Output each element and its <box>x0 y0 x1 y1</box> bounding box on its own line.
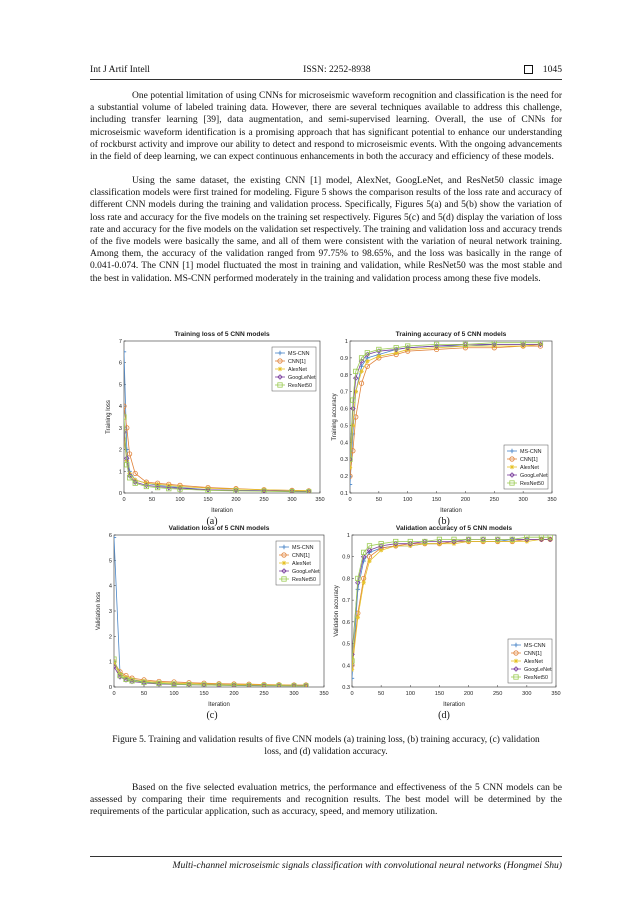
y-tick-label: 0 <box>118 491 122 497</box>
y-axis-label: Training accuracy <box>332 393 338 441</box>
header-rule <box>90 79 562 80</box>
x-tick-label: 0 <box>122 497 126 503</box>
y-tick-label: 0.8 <box>342 576 350 583</box>
y-tick-label: 0.6 <box>340 406 348 413</box>
data-point <box>379 548 383 552</box>
legend-marker <box>278 367 282 371</box>
checkbox-square-icon <box>524 65 533 74</box>
y-tick-label: 0.9 <box>340 355 348 362</box>
y-axis-label: Validation accuracy <box>334 585 340 637</box>
x-tick-label: 350 <box>551 691 561 697</box>
y-tick-label: 0.7 <box>340 389 348 396</box>
data-point <box>367 559 371 563</box>
data-point <box>356 615 360 619</box>
y-tick-label: 0.4 <box>342 663 350 670</box>
y-tick-label: 0 <box>108 685 112 691</box>
legend-label: GoogLeNet <box>292 569 320 575</box>
figure-panel-d <box>332 521 562 711</box>
x-tick-label: 350 <box>315 497 325 503</box>
chart-title: Training loss of 5 CNN models <box>174 331 270 338</box>
y-tick-label: 0.8 <box>340 372 348 379</box>
x-tick-label: 100 <box>405 691 415 697</box>
legend-label: CNN[1] <box>292 553 310 559</box>
x-tick-label: 300 <box>522 691 532 697</box>
y-tick-label: 5 <box>108 558 112 565</box>
legend-marker <box>282 561 286 565</box>
panel-label-b: (b) <box>438 516 450 527</box>
x-tick-label: 300 <box>287 497 297 503</box>
x-tick-label: 300 <box>289 691 299 697</box>
legend-label: MS-CNN <box>288 351 310 357</box>
chart-training-loss <box>104 327 326 517</box>
x-tick-label: 250 <box>259 691 269 697</box>
figure-panel-a <box>104 327 326 517</box>
x-tick-label: 150 <box>434 691 445 697</box>
x-tick-label: 0 <box>112 691 116 697</box>
legend-label: ResNet50 <box>288 383 312 389</box>
legend-label: GoogLeNet <box>520 473 548 479</box>
panel-label-a: (a) <box>206 516 218 527</box>
legend-label: AlexNet <box>292 561 311 567</box>
legend-marker <box>514 659 518 663</box>
figure-caption: Figure 5. Training and validation results of five CNN models (a) training loss, (b) training accuracy, (c) validation loss, and (d) validation accuracy. <box>112 735 540 757</box>
x-tick-label: 250 <box>493 691 503 697</box>
y-tick-label: 0.5 <box>340 423 348 430</box>
x-tick-label: 50 <box>148 497 156 503</box>
legend-label: MS-CNN <box>524 643 546 649</box>
header-right <box>524 64 562 75</box>
paragraph-2: Using the same dataset, the existing CNN [1] model, AlexNet, GoogLeNet, and ResNet50 classic image classification models were first trained for modeling. Figure 5 shows the comparison results of the loss rate and accuracy of different CNN models during the training and validation process. Specifically, Figures 5(a) and 5(b) show the variation of loss rate and accuracy for the five models on the training set respectively. Figures 5(c) and 5(d) display the variation of loss rate and accuracy for the five models on the validation set respectively. The training and validation loss and accuracy trends of the five models were basically the same, and all of them were consistent with the variation of neural network training. Among them, the accuracy of the validation ranged from 97.75% to 98.65%, and the loss was basically in the range of 0.041-0.074. The CNN [1] model fluctuated the most in training and validation, while ResNet50 was the most stable and the best in validation. MS-CNN performed moderately in the training and validation process among these five models. <box>90 176 562 284</box>
legend-label: ResNet50 <box>292 577 316 583</box>
x-tick-label: 200 <box>229 691 239 697</box>
data-point <box>361 581 365 585</box>
x-tick-label: 250 <box>489 497 499 503</box>
y-tick-label: 0.2 <box>340 474 348 481</box>
y-tick-label: 7 <box>118 339 122 345</box>
y-tick-label: 0.3 <box>340 457 348 464</box>
legend-label: ResNet50 <box>524 675 548 681</box>
y-tick-label: 0.7 <box>342 598 350 605</box>
y-tick-label: 2 <box>108 634 112 641</box>
x-tick-label: 150 <box>199 691 209 697</box>
footer-rule <box>90 856 562 857</box>
x-tick-label: 200 <box>460 497 471 503</box>
y-tick-label: 3 <box>108 609 112 615</box>
legend-label: CNN[1] <box>520 457 538 463</box>
x-tick-label: 200 <box>463 691 474 697</box>
legend-label: GoogLeNet <box>288 375 316 381</box>
x-axis-label: Iteration <box>443 702 465 708</box>
y-tick-label: 3 <box>118 425 122 432</box>
legend-label: MS-CNN <box>520 449 542 455</box>
x-axis-label: Iteration <box>211 508 233 514</box>
data-point <box>348 465 352 469</box>
data-point <box>350 667 354 671</box>
chart-training-accuracy <box>330 327 558 517</box>
y-tick-label: 0.9 <box>342 554 350 561</box>
x-tick-label: 150 <box>203 497 213 503</box>
y-tick-label: 4 <box>118 404 122 411</box>
x-tick-label: 100 <box>175 497 185 503</box>
legend-label: ResNet50 <box>520 481 544 487</box>
y-tick-label: 0.4 <box>340 440 348 447</box>
y-tick-label: 1 <box>108 659 112 666</box>
legend-label: CNN[1] <box>288 359 306 365</box>
y-tick-label: 1 <box>118 469 122 476</box>
x-tick-label: 100 <box>403 497 413 503</box>
x-tick-label: 0 <box>348 497 352 503</box>
data-point <box>359 369 363 373</box>
chart-validation-accuracy <box>332 521 562 711</box>
y-tick-label: 0.1 <box>340 491 348 497</box>
y-tick-label: 0.3 <box>342 685 350 691</box>
y-tick-label: 5 <box>118 382 122 389</box>
y-axis-label: Validation loss <box>96 591 102 631</box>
legend-label: CNN[1] <box>524 651 542 657</box>
data-point <box>365 359 369 363</box>
legend-marker <box>510 465 514 469</box>
chart-title: Training accuracy of 5 CNN models <box>395 331 507 338</box>
x-tick-label: 350 <box>547 497 557 503</box>
page-header <box>90 61 562 77</box>
y-tick-label: 1 <box>344 339 348 345</box>
x-tick-label: 50 <box>375 497 382 503</box>
x-axis-label: Iteration <box>208 702 230 708</box>
data-point <box>377 354 381 358</box>
figure-panel-b <box>330 327 558 517</box>
page-footer <box>90 860 562 871</box>
legend-label: AlexNet <box>524 659 543 665</box>
legend-label: AlexNet <box>520 465 539 471</box>
panel-label-c: (c) <box>206 710 218 721</box>
x-tick-label: 0 <box>350 691 354 697</box>
journal-name: Int J Artif Intell <box>90 63 150 75</box>
figure-panel-c <box>94 521 330 711</box>
paragraph-3: Based on the five selected evaluation metrics, the performance and effectiveness of the 5 CNN models can be assessed by comparing their time requirements and recognition results. The best model will be determined by the requirements of the particular application, such as accuracy, speed, and memory utilization. <box>90 783 562 818</box>
page-number: 1045 <box>542 63 562 75</box>
paragraph-1: One potential limitation of using CNNs for microseismic waveform recognition and classification is the need for a substantial volume of labeled training data. However, there are several techniques available to address this challenge, including transfer learning [39], data augmentation, and semi-supervised learning. Overall, the use of CNNs for microseismic waveform identification is a promising approach that has significant potential to enhance our understanding of rockburst activity and improve our ability to detect and respond to microseismic events. With the ongoing advancements in the field of deep learning, we can expect continuous enhancements in both the accuracy and efficiency of these models. <box>90 91 562 163</box>
legend-label: GoogLeNet <box>524 667 552 673</box>
x-tick-label: 50 <box>140 691 148 697</box>
y-tick-label: 0.5 <box>342 641 350 648</box>
legend-label: AlexNet <box>288 367 307 373</box>
x-tick-label: 100 <box>169 691 179 697</box>
y-tick-label: 6 <box>108 533 112 539</box>
y-tick-label: 4 <box>108 583 112 590</box>
y-tick-label: 2 <box>118 447 122 454</box>
x-tick-label: 350 <box>319 691 329 697</box>
legend-label: MS-CNN <box>292 545 314 551</box>
chart-title: Validation accuracy of 5 CNN models <box>395 525 513 532</box>
x-axis-label: Iteration <box>440 508 462 514</box>
chart-validation-loss <box>94 521 330 711</box>
y-axis-label: Training loss <box>106 400 112 434</box>
y-tick-label: 1 <box>346 533 350 539</box>
y-tick-label: 6 <box>118 360 122 367</box>
issn: ISSN: 2252-8938 <box>303 63 371 75</box>
panel-label-d: (d) <box>438 710 450 721</box>
x-tick-label: 200 <box>231 497 241 503</box>
y-tick-label: 0.6 <box>342 619 350 626</box>
x-tick-label: 150 <box>431 497 442 503</box>
x-tick-label: 50 <box>378 691 385 697</box>
x-tick-label: 250 <box>259 497 269 503</box>
chart-title: Validation loss of 5 CNN models <box>168 525 270 532</box>
footer-citation: Multi-channel microseismic signals classification with convolutional neural networks (Hongmei Shu) <box>172 860 562 871</box>
x-tick-label: 300 <box>518 497 528 503</box>
